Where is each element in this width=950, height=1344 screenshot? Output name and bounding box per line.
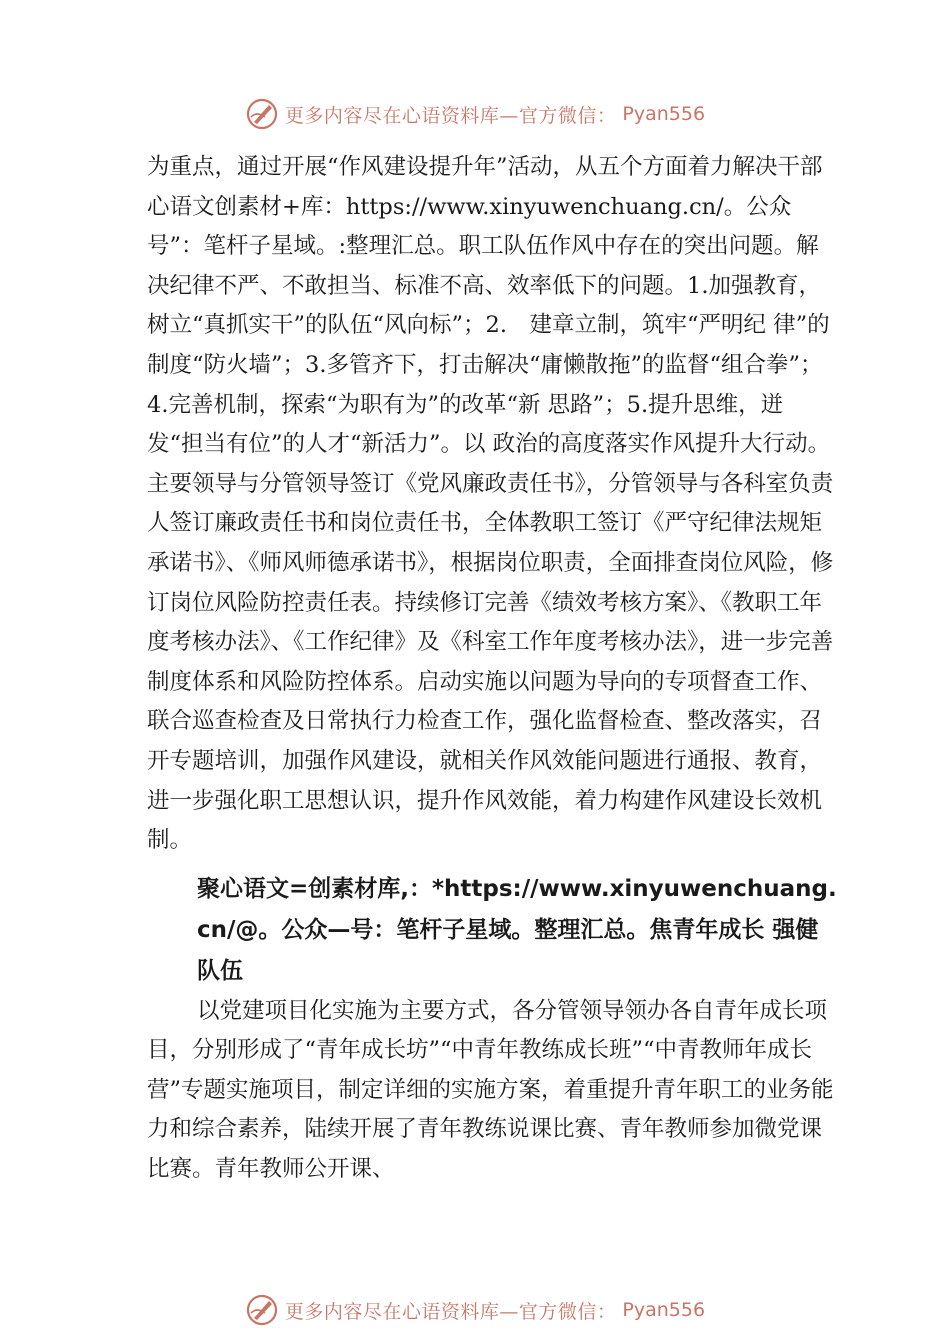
pen-logo-icon [245,97,279,131]
body-paragraph-1: 为重点，通过开展“作风建设提升年”活动，从五个方面着力解决干部心语文创素材+库：https://www.xinyuwenchuang.cn/。公众号”：笔杆子星域。:整理汇总。职工队伍作风中存在的突出问题。解决纪律不严、不敢担当、标准不高、效率低下的问题。1.加强教育，树立“真抓实干”的队伍“风向标”；2. 建章立制，筑牢“严明纪 律”的制度“防火墙”；3.多管齐下，打击解决“庸懒散拖”的监督“组合拳”；4.完善机制，探索“为职有为”的改革“新 思路”；5.提升思维，迸发“担当有位”的人才“新活力”。以 政治的高度落实作风提升大行动。主要领导与分管领导签订《党风廉政责任书》，分管领导与各科室负责人签订廉政责任书和岗位责任书，全体教职工签订《严守纪律法规矩承诺书》、《师风师德承诺书》，根据岗位职责，全面排查岗位风险，修订岗位风险防控责任表。持续修订完善《绩效考核方案》、《教职工年度考核办法》、《工作纪律》及《科室工作年度考核办法》，进一步完善制度体系和风险防控体系。启动实施以问题为导向的专项督查工作、联合巡查检查及日常执行力检查工作，强化监督检查、整改落实，召开专题培训，加强作风建设，就相关作风效能问题进行通报、教育，进一步强化职工思想认识，提升作风效能，着力构建作风建设长效机制。 [147,154,834,854]
banner-text: 更多内容尽在心语资料库—官方微信： [284,1300,617,1323]
section-heading: 聚心语文=创素材库,：*https://www.xinyuwenchuang.cn/@。公众—号：笔杆子星域。整理汇总。焦青年成长 强健队伍 [197,875,837,984]
pen-logo-icon [245,1293,279,1327]
header-banner [0,92,950,136]
banner-wechat-id: Pyan556 [622,103,706,125]
document-body [147,148,837,1190]
body-paragraph-2: 以党建项目化实施为主要方式，各分管领导领办各自青年成长项目，分别形成了“青年成长坊”“中青年教练成长班”“中青教师年成长营”专题实施项目，制定详细的实施方案，着重提升青年职工的业务能力和综合素养，陆续开展了青年教练说课比赛、青年教师参加微党课比赛。青年教师公开课、 [147,997,834,1183]
footer-banner [0,1288,950,1332]
banner-text: 更多内容尽在心语资料库—官方微信： [284,104,617,127]
banner-wechat-id: Pyan556 [622,1299,706,1321]
